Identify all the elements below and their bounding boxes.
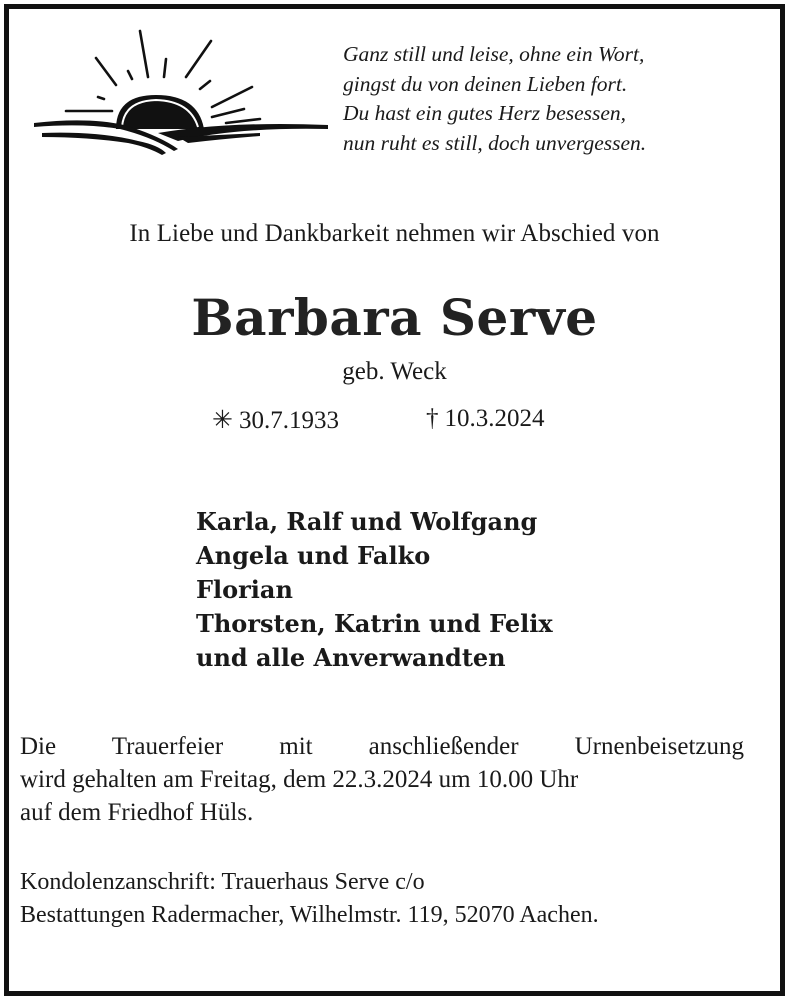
condolence-line: Kondolenzanschrift: Trauerhaus Serve c/o xyxy=(20,869,425,895)
ceremony-line: auf dem Friedhof Hüls. xyxy=(20,799,254,826)
death-date-group xyxy=(426,405,545,433)
mourner-line: Florian xyxy=(196,575,293,604)
mourner-line: Thorsten, Katrin und Felix xyxy=(196,609,553,638)
birth-date-group xyxy=(212,405,339,435)
death-date: 10.3.2024 xyxy=(444,405,545,432)
birth-star-icon: ✳ xyxy=(212,407,233,434)
ceremony-line: wird gehalten am Freitag, dem 22.3.2024 um 10.00 Uhr xyxy=(20,766,579,793)
poem-line: Ganz still und leise, ohne ein Wort, xyxy=(343,42,645,66)
mourner-line: Karla, Ralf und Wolfgang xyxy=(196,507,538,536)
mourner-line: und alle Anverwandten xyxy=(196,643,506,672)
mourner-line: Angela und Falko xyxy=(196,541,431,570)
poem-line: gingst du von deinen Lieben fort. xyxy=(343,71,628,96)
deceased-name: Barbara Serve xyxy=(191,288,598,347)
condolence-address xyxy=(20,866,599,932)
intro-text: In Liebe und Dankbarkeit nehmen wir Abschied von xyxy=(129,220,660,247)
sunrise-icon xyxy=(28,25,338,160)
maiden-name: geb. Weck xyxy=(342,358,447,385)
death-cross-icon: † xyxy=(426,405,439,432)
poem-line: Du hast ein gutes Herz besessen, xyxy=(343,101,627,125)
condolence-line: Bestattungen Radermacher, Wilhelmstr. 119, 52070 Aachen. xyxy=(20,902,599,928)
poem xyxy=(343,40,753,158)
poem-line: nun ruht es still, doch unvergessen. xyxy=(343,130,647,155)
ceremony-info xyxy=(20,730,744,829)
mourners-list xyxy=(196,505,553,675)
birth-date: 30.7.1933 xyxy=(238,407,339,434)
ceremony-line: Die Trauerfeier mit anschließender Urnenbeisetzung xyxy=(20,733,744,760)
